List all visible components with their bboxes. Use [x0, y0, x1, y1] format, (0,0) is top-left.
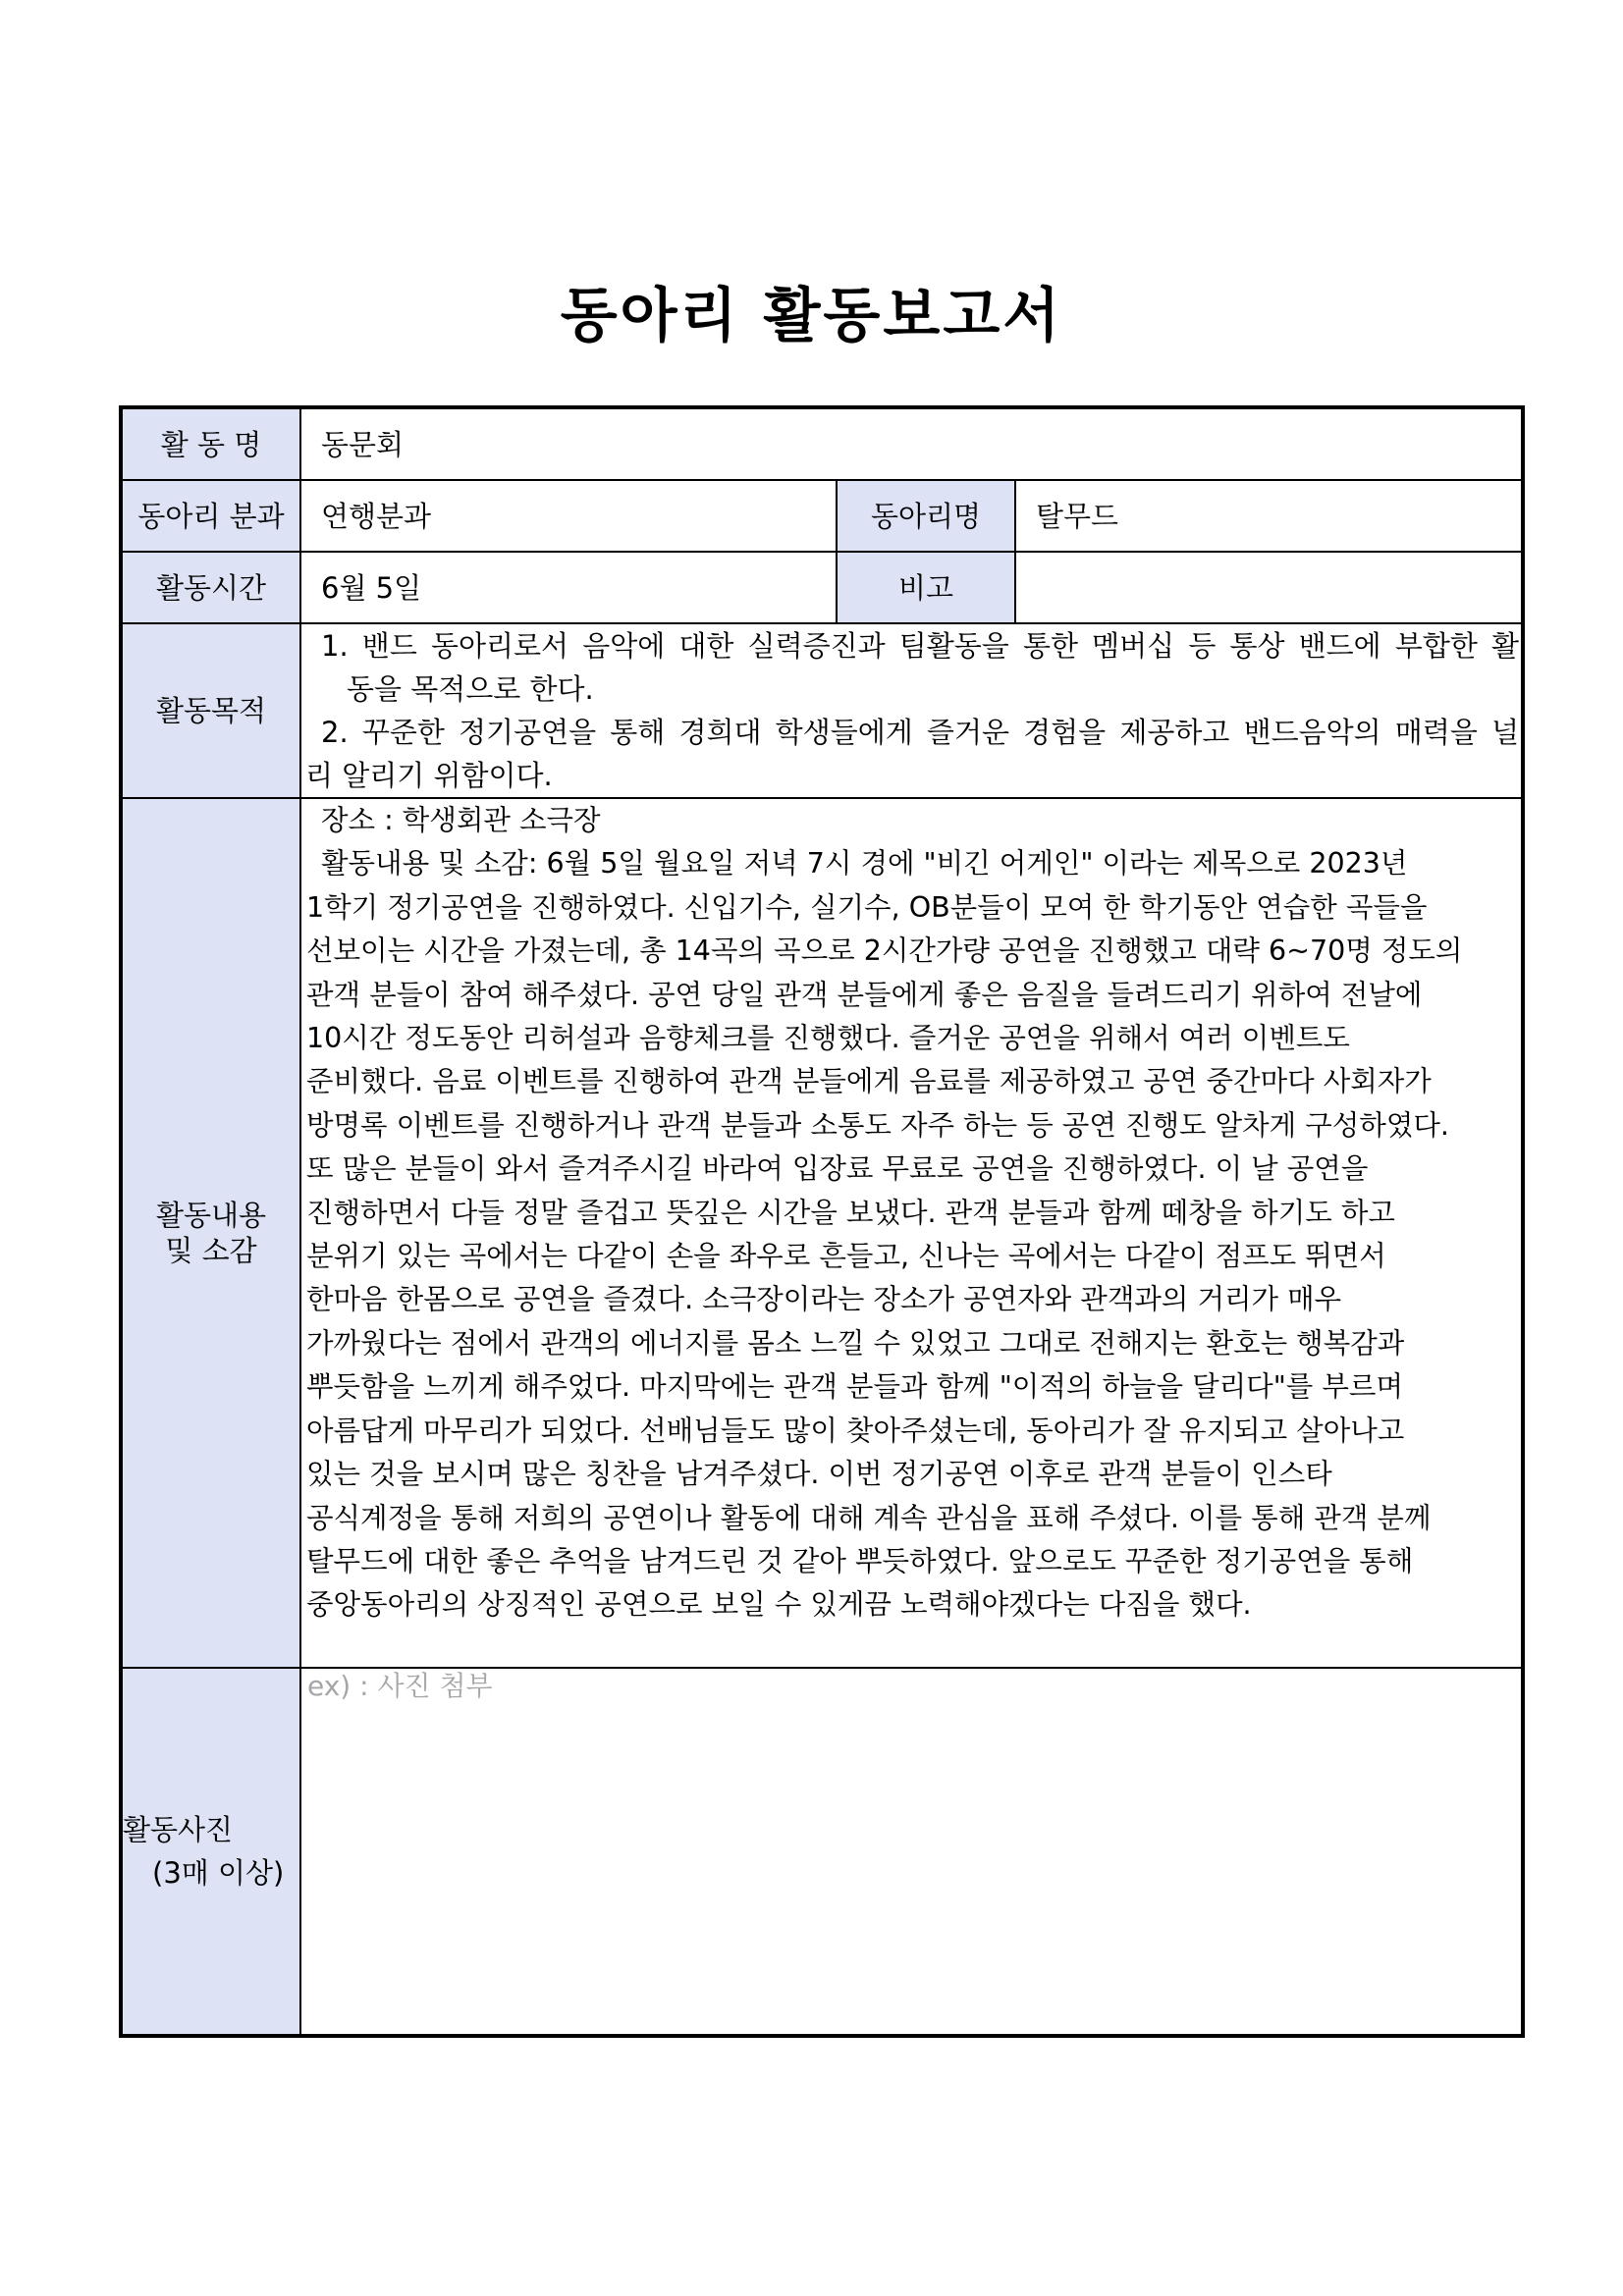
content-line: 또 많은 분들이 와서 즐겨주시길 바라여 입장료 무료로 공연을 진행하였다. 이 날 공연을	[306, 1152, 1369, 1186]
content-line: 선보이는 시간을 가졌는데, 총 14곡의 곡으로 2시간가량 공연을 진행했고 대략 6~70명 정도의	[306, 934, 1463, 968]
activity-name-value: 동문회	[300, 407, 1523, 480]
content-line: 있는 것을 보시며 많은 칭찬을 남겨주셨다. 이번 정기공연 이후로 관객 분들이 인스타	[306, 1458, 1332, 1491]
purpose-line: 2. 꾸준한 정기공연을 통해 경희대 학생들에게 즐거운 경험을 제공하고 밴드음악의 매력을 널	[321, 716, 1520, 749]
club-name-label: 동아리명	[837, 480, 1015, 552]
photos-label	[121, 1668, 300, 2036]
content-line: 활동내용 및 소감: 6월 5일 월요일 저녁 7시 경에 "비긴 어게인" 이라는 제목으로 2023년	[321, 847, 1408, 881]
purpose-row	[121, 623, 1523, 798]
content-line: 중앙동아리의 상징적인 공연으로 보일 수 있게끔 노력해야겠다는 다짐을 했다.	[306, 1588, 1252, 1622]
purpose-label: 활동목적	[121, 623, 300, 798]
remarks-value	[1015, 552, 1523, 623]
content-label	[121, 798, 300, 1668]
content-line: 진행하면서 다들 정말 즐겁고 뜻깊은 시간을 보냈다. 관객 분들과 함께 떼창을 하기도 하고	[306, 1196, 1395, 1229]
club-name-value: 탈무드	[1015, 480, 1523, 552]
club-division-label: 동아리 분과	[121, 480, 300, 552]
content-line: 관객 분들이 참여 해주셨다. 공연 당일 관객 분들에게 좋은 음질을 들려드리기 위하여 전날에	[306, 978, 1423, 1011]
content-label-line1: 활동내용	[155, 1199, 267, 1232]
photo-attach-hint: ex) : 사진 첨부	[307, 1670, 493, 1702]
content-line: 가까웠다는 점에서 관객의 에너지를 몸소 느낄 수 있었고 그대로 전해지는 환호는 행복감과	[306, 1326, 1405, 1360]
content-line: 1학기 정기공연을 진행하였다. 신입기수, 실기수, OB분들이 모여 한 학기동안 연습한 곡들을	[306, 890, 1428, 924]
photos-label-line1: 활동사진	[123, 1813, 234, 1846]
content-line: 한마음 한몸으로 공연을 즐겼다. 소극장이라는 장소가 공연자와 관객과의 거리가 매우	[306, 1283, 1342, 1316]
content-line: 10시간 정도동안 리허설과 음향체크를 진행했다. 즐거운 공연을 위해서 여러 이벤트도	[306, 1022, 1350, 1055]
content-line: 장소 : 학생회관 소극장	[321, 804, 601, 836]
purpose-line: 동을 목적으로 한다.	[347, 672, 594, 706]
content-line: 공식계정을 통해 저희의 공연이나 활동에 대해 계속 관심을 표해 주셨다. 이를 통해 관객 분께	[306, 1501, 1432, 1534]
activity-name-label: 활 동 명	[121, 407, 300, 480]
photos-label-line2: (3매 이상)	[152, 1856, 285, 1890]
document-title: 동아리 활동보고서	[560, 282, 1063, 350]
content-line: 준비했다. 음료 이벤트를 진행하여 관객 분들에게 음료를 제공하였고 공연 중간마다 사회자가	[306, 1065, 1432, 1098]
content-line: 아름답게 마무리가 되었다. 선배님들도 많이 찾아주셨는데, 동아리가 잘 유지되고 살아나고	[306, 1414, 1405, 1447]
activity-time-label: 활동시간	[121, 552, 300, 623]
purpose-line: 리 알리기 위함이다.	[305, 759, 553, 792]
content-label-line2: 및 소감	[165, 1234, 257, 1267]
activity-time-value: 6월 5일	[300, 552, 837, 623]
activity-time-row	[121, 552, 1523, 623]
remarks-label: 비고	[837, 552, 1015, 623]
activity-report-table	[119, 405, 1525, 2038]
content-line: 방명록 이벤트를 진행하거나 관객 분들과 소통도 자주 하는 등 공연 진행도 알차게 구성하였다.	[306, 1108, 1449, 1142]
photos-area[interactable]	[300, 1668, 1523, 2036]
purpose-value	[300, 623, 1523, 798]
content-value	[300, 798, 1523, 1668]
club-division-value: 연행분과	[300, 480, 837, 552]
photos-row	[121, 1668, 1523, 2036]
activity-name-row	[121, 407, 1523, 480]
club-info-row	[121, 480, 1523, 552]
content-row	[121, 798, 1523, 1668]
content-line: 분위기 있는 곡에서는 다같이 손을 좌우로 흔들고, 신나는 곡에서는 다같이 점프도 뛰면서	[306, 1240, 1386, 1273]
content-line: 탈무드에 대한 좋은 추억을 남겨드린 것 같아 뿌듯하였다. 앞으로도 꾸준한 정기공연을 통해	[306, 1544, 1414, 1577]
content-line: 뿌듯함을 느끼게 해주었다. 마지막에는 관객 분들과 함께 "이적의 하늘을 달리다"를 부르며	[306, 1370, 1403, 1404]
purpose-line: 1. 밴드 동아리로서 음악에 대한 실력증진과 팀활동을 통한 멤버십 등 통상 밴드에 부합한 활	[321, 629, 1520, 663]
